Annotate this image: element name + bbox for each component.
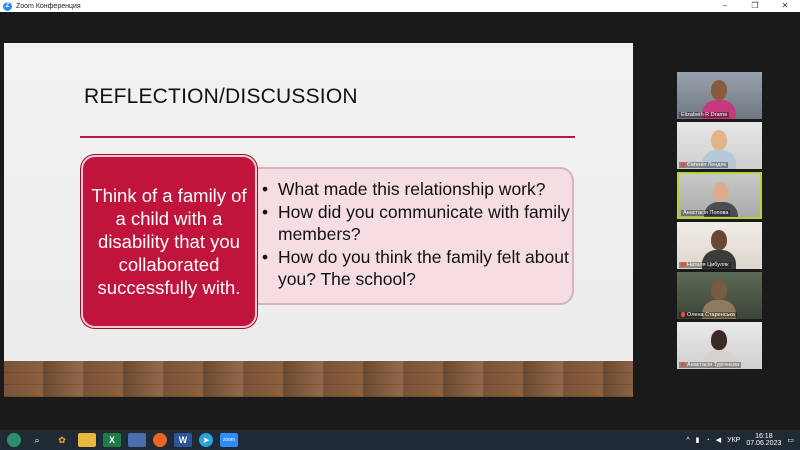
participant-tile[interactable] <box>677 322 762 369</box>
muted-mic-icon <box>681 262 685 267</box>
windows-start-icon[interactable] <box>7 433 21 447</box>
participant-name: Анастасія Попова <box>683 210 729 216</box>
window-controls <box>710 0 800 12</box>
muted-mic-icon <box>681 312 685 317</box>
participant-video <box>711 230 727 250</box>
participant-name: Elizabeth R Drame <box>681 112 728 118</box>
prompt-text: Think of a family of a child with a disability that you collaborated successfully with. <box>91 185 247 298</box>
close-button[interactable]: ✕ <box>781 1 789 10</box>
participant-video <box>711 130 727 150</box>
firefox-icon[interactable] <box>153 433 167 447</box>
meeting-area <box>0 12 800 430</box>
wood-floor-decoration <box>4 361 633 397</box>
participant-tile[interactable] <box>677 72 762 119</box>
minimize-button[interactable]: – <box>722 1 728 10</box>
muted-mic-icon <box>681 362 685 367</box>
participant-name: Наталя Цибуляк <box>687 262 729 268</box>
network-icon[interactable]: ◔ <box>705 436 710 444</box>
slide-title-underline <box>80 136 575 138</box>
bullet-item: • How do you think the family felt about you? The school? <box>262 246 572 290</box>
search-icon[interactable]: ⌕ <box>34 434 40 445</box>
slide-title: REFLECTION/DISCUSSION <box>84 85 358 108</box>
volume-icon[interactable]: ◀ <box>715 437 722 444</box>
participant-video <box>711 280 727 300</box>
clock[interactable] <box>746 433 781 447</box>
bullet-item: • What made this relationship work? <box>262 178 572 200</box>
notification-icon[interactable]: ▭ <box>787 437 794 444</box>
bullet-item: • How did you communicate with family members? <box>262 201 572 245</box>
save-disk-icon[interactable] <box>128 433 146 447</box>
window-titlebar <box>0 0 800 12</box>
battery-icon[interactable]: ▮ <box>695 437 700 444</box>
chrome-dino-icon[interactable]: ✿ <box>58 434 66 445</box>
chevron-up-icon[interactable]: ^ <box>686 436 690 444</box>
restore-button[interactable]: ❐ <box>751 1 759 10</box>
muted-mic-icon <box>681 162 685 167</box>
clock-time: 16:18 <box>755 433 773 440</box>
participant-name: Анастасія Тургенєва <box>687 362 740 368</box>
zoom-icon[interactable]: zoom <box>220 433 238 447</box>
excel-icon[interactable]: X <box>103 433 121 447</box>
shared-slide <box>4 43 633 397</box>
participant-tile[interactable] <box>677 122 762 169</box>
system-tray <box>680 430 794 450</box>
participant-video <box>713 182 729 202</box>
participant-tile[interactable] <box>677 222 762 269</box>
language-indicator[interactable]: УКР <box>727 436 741 444</box>
window-title: Zoom Конференция <box>16 2 81 10</box>
prompt-box <box>81 155 257 328</box>
zoom-app-icon: Z <box>3 2 12 11</box>
participant-tile[interactable] <box>677 272 762 319</box>
participant-gallery <box>677 72 762 372</box>
clock-date: 07.06.2023 <box>746 440 782 447</box>
participant-tile-active-speaker[interactable] <box>677 172 762 219</box>
participant-video <box>711 330 727 350</box>
windows-taskbar <box>0 430 800 450</box>
word-icon[interactable]: W <box>174 433 192 447</box>
participant-name: Олена Старенська <box>687 312 735 318</box>
telegram-icon[interactable]: ➤ <box>199 433 213 447</box>
participant-video <box>711 80 727 100</box>
bullet-list <box>262 178 572 291</box>
participant-name: Євгенія Лендяк <box>687 162 726 168</box>
file-explorer-icon[interactable] <box>78 433 96 447</box>
